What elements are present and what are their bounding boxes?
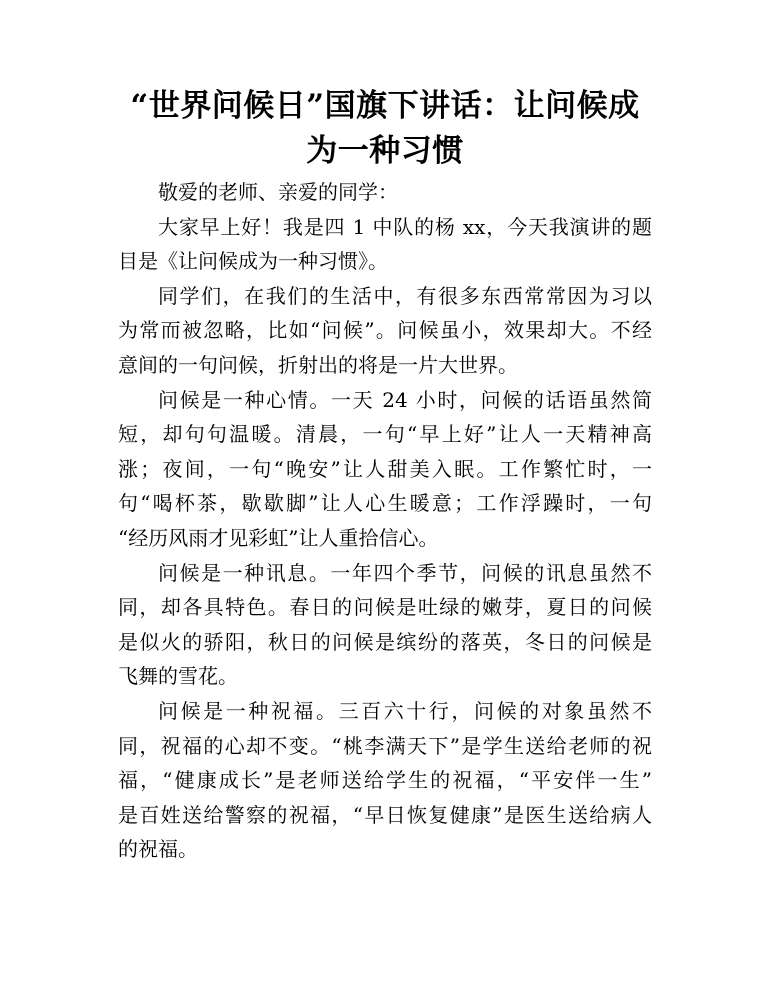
title-line-1: “世界问候日”国旗下讲话：让问候成 (130, 88, 640, 124)
text-line: 同，祝福的心却不变。“桃李满天下”是学生送给老师的祝 (118, 733, 652, 758)
document-body (118, 175, 652, 867)
paragraph-mood (118, 383, 652, 556)
title-line-2: 为一种习惯 (306, 133, 464, 169)
text-line: 为常而被忽略，比如“问候”。问候虽小，效果却大。不经 (118, 318, 652, 343)
paragraph-greeting (118, 175, 652, 210)
paragraph-greeting-importance (118, 279, 652, 383)
text-line: 飞舞的雪花。 (118, 664, 238, 689)
text-line: 问候是一种心情。一天 24 小时，问候的话语虽然简 (158, 387, 652, 412)
text-line: 涨；夜间，一句“晚安”让人甜美入眠。工作繁忙时，一 (118, 456, 652, 481)
paragraph-blessing (118, 694, 652, 867)
paragraph-intro (118, 210, 652, 279)
text-line: 问候是一种祝福。三百六十行，问候的对象虽然不 (158, 698, 652, 723)
text-line: 是百姓送给警察的祝福，“早日恢复健康”是医生送给病人 (118, 802, 652, 827)
paragraph-message (118, 556, 652, 694)
text-line: 目是《让问候成为一种习惯》。 (118, 249, 388, 274)
text-line: 短，却句句温暖。清晨，一句“早上好”让人一天精神高 (118, 422, 652, 447)
text-line: 意间的一句问候，折射出的将是一片大世界。 (118, 352, 518, 377)
text-line: 敬爱的老师、亲爱的同学： (158, 180, 398, 204)
text-line: 句“喝杯茶，歇歇脚”让人心生暖意；工作浮躁时，一句 (118, 491, 652, 516)
text-line: 同，却各具特色。春日的问候是吐绿的嫩芽，夏日的问候 (118, 595, 652, 620)
text-line: 的祝福。 (118, 837, 198, 862)
text-line: 是似火的骄阳，秋日的问候是缤纷的落英，冬日的问候是 (118, 629, 652, 654)
text-line: 大家早上好！我是四 1 中队的杨 xx，今天我演讲的题 (158, 214, 652, 239)
text-line: 福，“健康成长”是老师送给学生的祝福，“平安伴一生” (118, 768, 652, 793)
text-line: 问候是一种讯息。一年四个季节，问候的讯息虽然不 (158, 560, 652, 585)
text-line: “经历风雨才见彩虹”让人重拾信心。 (118, 525, 439, 550)
document-title (100, 84, 670, 174)
text-line: 同学们，在我们的生活中，有很多东西常常因为习以 (158, 283, 652, 308)
